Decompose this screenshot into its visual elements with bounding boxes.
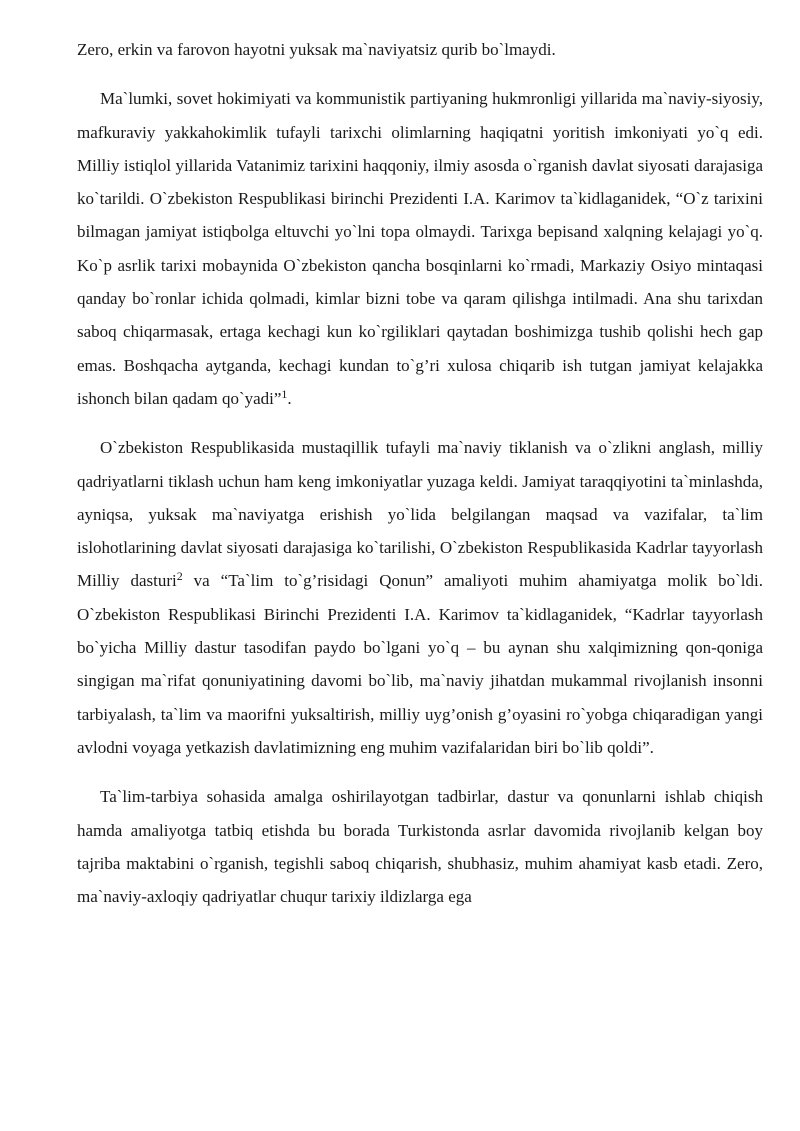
paragraph-2-tail: . [287, 388, 292, 408]
paragraph-4: Ta`lim-tarbiya sohasida amalga oshirilayotgan tadbirlar, dastur va qonunlarni ishlab chiqish hamda amaliyotga tatbiq etishda bu borada Turkistonda asrlar davomida rivojlanib kelgan boy tajriba maktabini o`rganish, tegishli saboq chiqarish, shubhasiz, muhim ahamiyat kasb etadi. Zero, ma`naviy-axloqiy qadriyatlar chuqur tarixiy ildizlarga ega [77, 787, 763, 907]
paragraph-1: Zero, erkin va farovon hayotni yuksak ma`naviyatsiz qurib bo`lmaydi. [77, 40, 556, 59]
paragraph-2-text: Ma`lumki, sovet hokimiyati va kommunistik partiyaning hukmronligi yillarida ma`naviy-siyosiy, mafkuraviy yakkahokimlik tufayli tarixchi olimlarning haqiqatni yoritish imkoniyati yo`q edi. Milliy istiqlol yillarida Vatanimiz tarixini haqqoniy, ilmiy asosda o`rganish davlat siyosati darajasiga ko`tarildi. O`zbekiston Respublikasi birinchi Prezidenti I.A. Karimov ta`kidlaganidek, “O`z tarixini bilmagan jamiyat istiqbolga eltuvchi yo`lni topa olmaydi. Tarixga bepisand xalqning kelajagi yo`q. Ko`p asrlik tarixi mobaynida O`zbekiston qancha bosqinlarni ko`rmadi, Markaziy Osiyo mintaqasi qanday bo`ronlar ichida qolmadi, kimlar bizni tobe va qaram qilishga intilmadi. Ana shu tarixdan saboq chiqarmasak, ertaga kechagi kun ko`rgiliklari qaytadan boshimizga tushib qolishi hech gap emas. Boshqacha aytganda, kechagi kundan to`g’ri xulosa chiqarib ish tutgan jamiyat kelajakka ishonch bilan qadam qo`yadi” [77, 89, 763, 408]
paragraph-3-text-before: O`zbekiston Respublikasida mustaqillik tufayli ma`naviy tiklanish va o`zlikni anglash, milliy qadriyatlarni tiklash uchun ham keng imkoniyatlar yuzaga keldi. Jamiyat taraqqiyotini ta`minlashda, ayniqsa, yuksak ma`naviyatga erishish yo`lida belgilangan maqsad va vazifalar, ta`lim islohotlarining davlat siyosati darajasiga ko`tarilishi, O`zbekiston Respublikasida Kadrlar tayyorlash Milliy dasturi [77, 438, 763, 591]
paragraph-3-text-after: va “Ta`lim to`g’risidagi Qonun” amaliyoti muhim ahamiyatga molik bo`ldi. O`zbekiston Respublikasi Birinchi Prezidenti I.A. Karimov ta`kidlaganidek, “Kadrlar tayyorlash bo`yicha Milliy dastur tasodifan paydo bo`lgani yo`q – bu aynan shu xalqimizning qon-qoniga singigan ma`rifat qonuniyatining davomi bo`lib, ma`naviy jihatdan mukammal rivojlanish insonni tarbiyalash, ta`lim va maorifni yuksaltirish, milliy uyg’onish g’oyasini ro`yobga chiqaradigan yangi avlodni voyaga yetkazish davlatimizning eng muhim vazifalaridan biri bo`lib qoldi”. [77, 571, 764, 757]
footnote-marker-1[interactable]: 1 [281, 386, 288, 401]
paragraph-2 [77, 82, 763, 415]
footnote-marker-2[interactable]: 2 [176, 569, 183, 584]
paragraph-3 [77, 431, 763, 764]
document-page [77, 33, 763, 913]
